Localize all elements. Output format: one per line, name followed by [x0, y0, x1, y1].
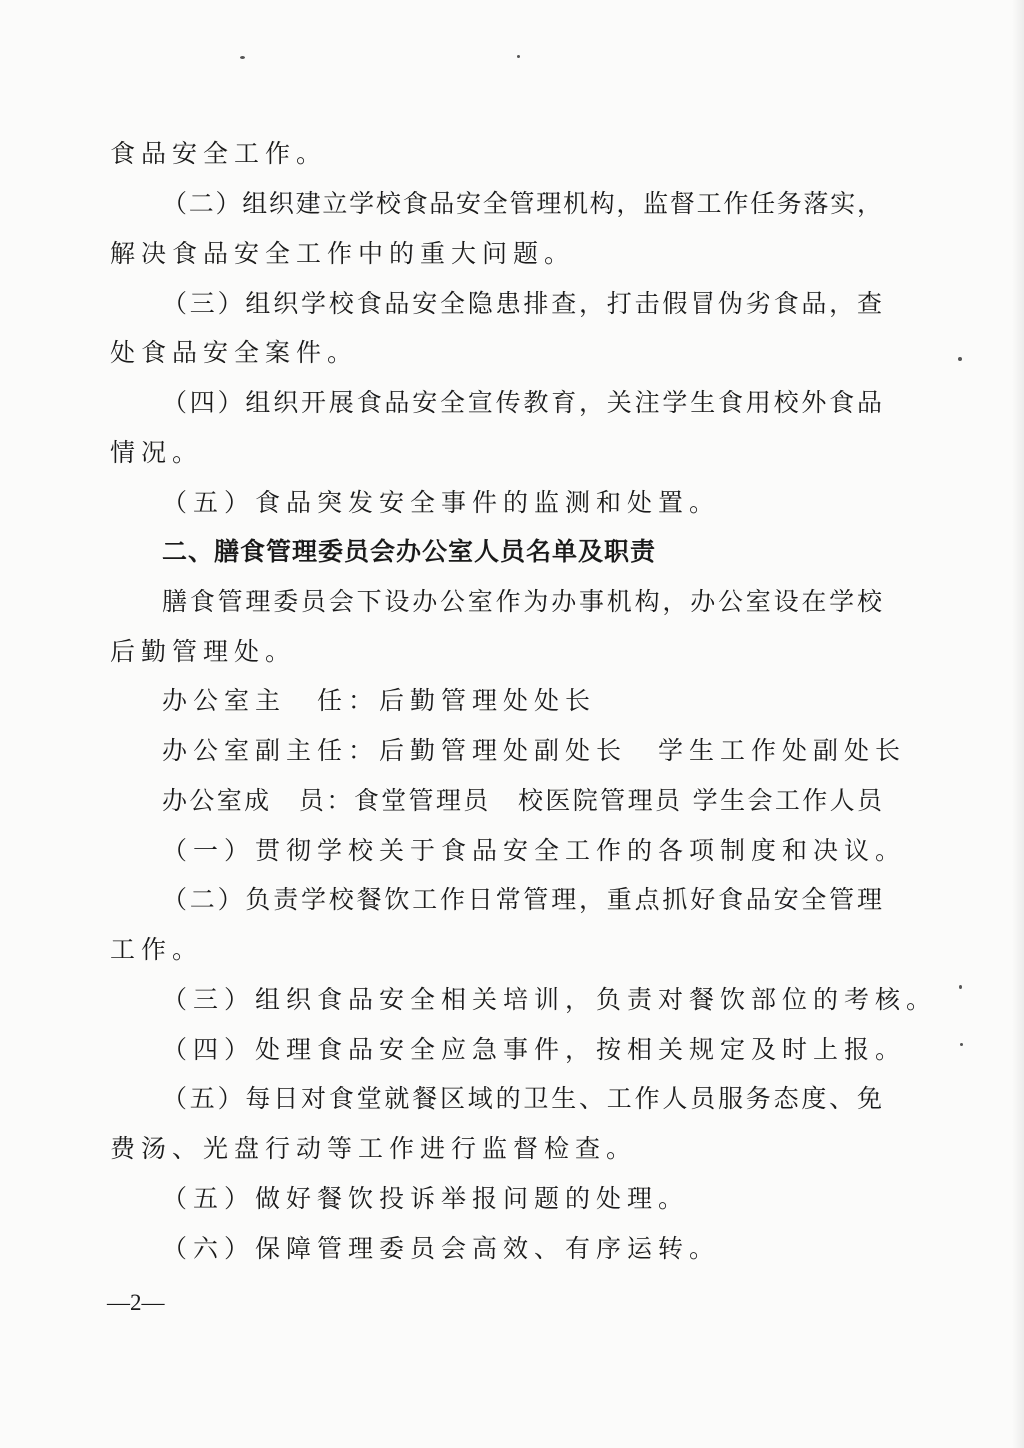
text-line: （三）组织学校食品安全隐患排查，打击假冒伪劣食品，查: [162, 289, 882, 318]
text-line: （四）组织开展食品安全宣传教育，关注学生食用校外食品: [162, 388, 882, 417]
text-line: （一）贯彻学校关于食品安全工作的各项制度和决议。: [162, 836, 907, 865]
text-line: （六）保障管理委员会高效、有序运转。: [162, 1234, 721, 1263]
section-heading: 二、膳食管理委员会办公室人员名单及职责: [162, 537, 657, 566]
scan-speck: [517, 55, 520, 58]
scan-speck: [959, 985, 962, 989]
text-line: （三）组织食品安全相关培训，负责对餐饮部位的考核。: [162, 985, 938, 1014]
text-line: 食品安全工作。: [110, 139, 328, 168]
text-line: 解决食品安全工作中的重大问题。: [110, 239, 576, 268]
text-line: （二）负责学校餐饮工作日常管理，重点抓好食品安全管理: [162, 885, 882, 914]
text-line: 办公室成 员：食堂管理员 校医院管理员 学生会工作人员: [162, 786, 882, 815]
text-line: 办公室主 任：后勤管理处处长: [162, 686, 597, 715]
scan-edge-shadow: [1012, 0, 1024, 1448]
text-line: 工作。: [110, 935, 204, 964]
text-line: 膳食管理委员会下设办公室作为办事机构，办公室设在学校: [162, 587, 882, 616]
scan-speck: [960, 1043, 963, 1046]
text-line: （五）每日对食堂就餐区域的卫生、工作人员服务态度、免: [162, 1084, 882, 1113]
text-line: （五）做好餐饮投诉举报问题的处理。: [162, 1184, 690, 1213]
text-line: （四）处理食品安全应急事件，按相关规定及时上报。: [162, 1035, 907, 1064]
text-line: 费汤、光盘行动等工作进行监督检查。: [110, 1134, 638, 1163]
page-number: —2—: [107, 1290, 165, 1315]
scan-speck: [240, 56, 245, 59]
scan-speck: [958, 357, 962, 361]
text-line: 办公室副主任：后勤管理处副处长 学生工作处副处长: [162, 736, 907, 765]
text-line: （五）食品突发安全事件的监测和处置。: [162, 488, 721, 517]
text-line: 后勤管理处。: [110, 637, 297, 666]
text-line: 处食品安全案件。: [110, 338, 359, 367]
text-line: 情况。: [110, 438, 204, 467]
text-line: （二）组织建立学校食品安全管理机构，监督工作任务落实，: [162, 189, 882, 218]
